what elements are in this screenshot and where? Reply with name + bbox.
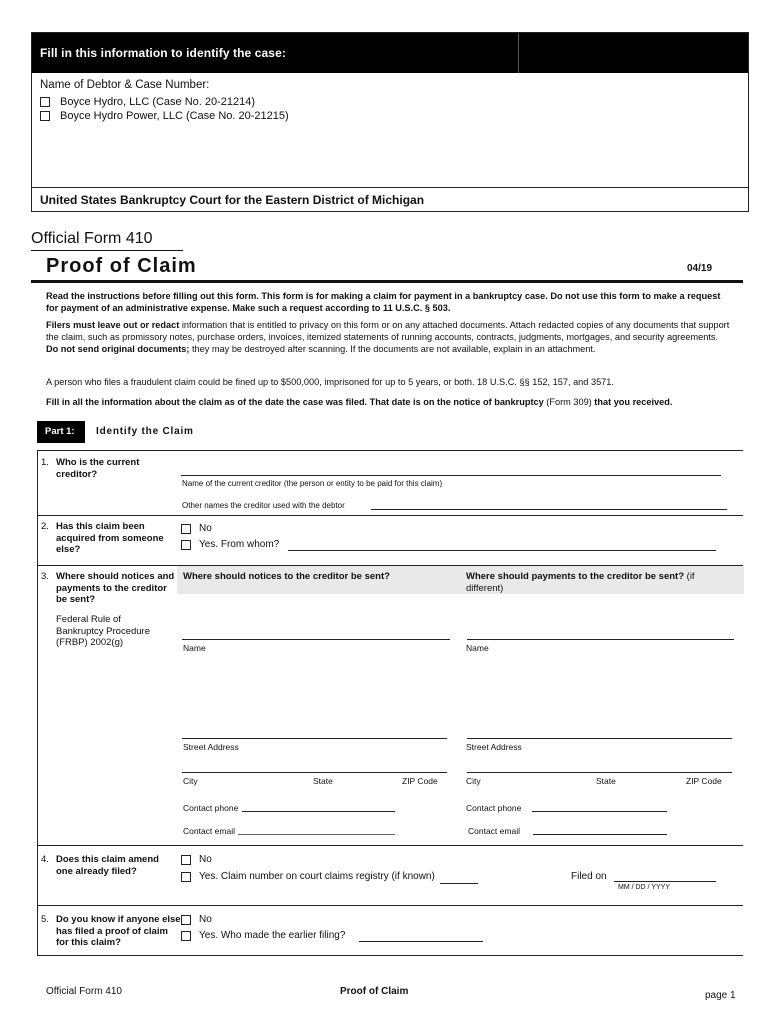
header-divider [518,33,519,73]
footer-form-number: Official Form 410 [46,986,122,997]
field-caption: City [466,776,481,786]
part-title: Identify the Claim [96,426,194,437]
field-caption: Contact phone [183,803,239,813]
payment-city-state-zip-input[interactable] [467,772,732,773]
debtor-option-2[interactable] [40,110,740,122]
notice-street-input[interactable] [182,738,447,739]
field-caption: ZIP Code [686,776,722,786]
notice-name-input[interactable] [182,639,450,640]
case-info-box [31,32,749,212]
checkbox-icon[interactable] [181,540,191,550]
notice-email-input[interactable] [238,834,395,835]
claim-number-input[interactable] [440,883,478,884]
page-title: Proof of Claim [46,255,197,277]
earlier-filing-input[interactable] [359,941,483,942]
notices-header: Where should notices to the creditor be sent? [183,571,390,582]
question-text: Do you know if anyone else has filed a proof of claim for this claim? [56,914,181,948]
question-text: Who is the current creditor? [56,457,140,480]
intro-paragraph-2 [46,319,730,355]
question-2-section [37,516,743,566]
payments-header [466,571,726,595]
field-caption: State [313,776,333,786]
debtor-label: Name of Debtor & Case Number: [40,79,210,91]
intro-bold: Fill in all the information about the claim as of the date the case was filed. That date is on the notice of bankruptcy [46,397,544,407]
date-format-caption: MM / DD / YYYY [618,884,670,891]
intro-paragraph-3: A person who files a fraudulent claim could be fined up to $500,000, imprisoned for up to 5 years, or both. 18 U.S.C. §§ 152, 157, and 3571. [46,377,614,387]
payment-phone-input[interactable] [532,811,667,812]
checkbox-icon[interactable] [40,111,50,121]
debtor-option-label: Boyce Hydro Power, LLC (Case No. 20-21215) [60,110,289,122]
filed-on-label: Filed on [571,871,607,882]
notice-city-state-zip-input[interactable] [182,772,447,773]
field-caption: Street Address [183,742,239,752]
field-caption: Name of the current creditor (the person or entity to be paid for this claim) [182,479,443,488]
payment-street-input[interactable] [467,738,732,739]
field-caption: City [183,776,198,786]
option-label: Yes. Who made the earlier filing? [199,930,346,941]
option-label: No [199,914,212,925]
other-names-input[interactable] [371,509,727,510]
question-text: Has this claim been acquired from someone else? [56,521,164,555]
option-label: Yes. Claim number on court claims registry (if known) [199,871,435,882]
checkbox-icon[interactable] [181,915,191,925]
intro-paragraph-1: Read the instructions before filling out this form. This form is for making a claim for payment in a bankruptcy case. Do not use this form to make a request for payment of an administrative expense. Make such a request according to 11 U.S.C. § 503. [46,291,721,313]
question-number: 2. [41,521,49,532]
payment-name-input[interactable] [467,639,734,640]
creditor-name-input[interactable] [181,475,721,476]
checkbox-icon[interactable] [181,931,191,941]
debtor-option-1[interactable] [40,96,740,108]
title-rule [31,280,743,283]
from-whom-input[interactable] [288,550,716,551]
q5-yes-option[interactable] [181,930,345,941]
filed-on-date-input[interactable] [614,881,716,882]
question-number: 5. [41,914,49,925]
form-number: Official Form 410 [31,230,183,251]
option-label: No [199,854,212,865]
payment-email-input[interactable] [533,834,667,835]
q2-no-option[interactable] [181,523,212,534]
form-date: 04/19 [687,263,713,274]
q5-no-option[interactable] [181,914,212,925]
q4-yes-option[interactable] [181,871,435,882]
checkbox-icon[interactable] [181,855,191,865]
intro-bold: Filers must leave out or redact [46,320,180,330]
option-label: Yes. From whom? [199,539,280,550]
question-text: Where should notices and payments to the creditor be sent? [56,571,175,605]
question-number: 1. [41,457,49,468]
question-1-section [37,450,743,516]
field-caption: State [596,776,616,786]
court-name: United States Bankruptcy Court for the Eastern District of Michigan [32,187,748,211]
field-caption: Contact email [183,826,235,836]
payments-header-bold: Where should payments to the creditor be sent? [466,571,685,582]
notice-phone-input[interactable] [242,811,395,812]
part-label: Part 1: [37,421,85,443]
payments-header-rest: (if different) [466,571,695,594]
question-5-section [37,906,743,956]
field-caption: Other names the creditor used with the debtor [182,501,345,510]
intro-bold: Do not send original documents; [46,344,190,354]
question-4-section [37,846,743,906]
case-box-header-text: Fill in this information to identify the case: [40,46,286,60]
field-caption: ZIP Code [402,776,438,786]
field-caption: Name [466,643,489,653]
field-caption: Contact phone [466,803,522,813]
question-3-section [37,566,743,846]
q4-no-option[interactable] [181,854,212,865]
intro-text: they may be destroyed after scanning. If the documents are not available, explain in an attachment. [189,344,596,354]
checkbox-icon[interactable] [181,872,191,882]
q2-yes-option[interactable] [181,539,279,550]
debtor-option-label: Boyce Hydro, LLC (Case No. 20-21214) [60,96,256,108]
field-caption: Name [183,643,206,653]
checkbox-icon[interactable] [181,524,191,534]
rule-reference: Federal Rule of Bankruptcy Procedure (FRBP) 2002(g) [56,614,150,648]
intro-text: information that is entitled to privacy on this form or on any attached documents. Attach redacted copies of any documents that support the claim, such as promissory notes, purchase orders, invoices, itemized statements of running accounts, contracts, judgments, mortgages, and security agreements. [46,320,730,342]
option-label: No [199,523,212,534]
question-text: Does this claim amend one already filed? [56,854,159,877]
case-box-header [32,33,748,73]
question-number: 3. [41,571,49,582]
question-number: 4. [41,854,49,865]
intro-bold: that you received. [594,397,673,407]
field-caption: Contact email [468,826,520,836]
footer-page-number: page 1 [705,990,736,1001]
checkbox-icon[interactable] [40,97,50,107]
field-caption: Street Address [466,742,522,752]
footer-form-title: Proof of Claim [340,986,409,997]
intro-paragraph-4 [46,396,730,408]
intro-text: (Form 309) [543,397,595,407]
